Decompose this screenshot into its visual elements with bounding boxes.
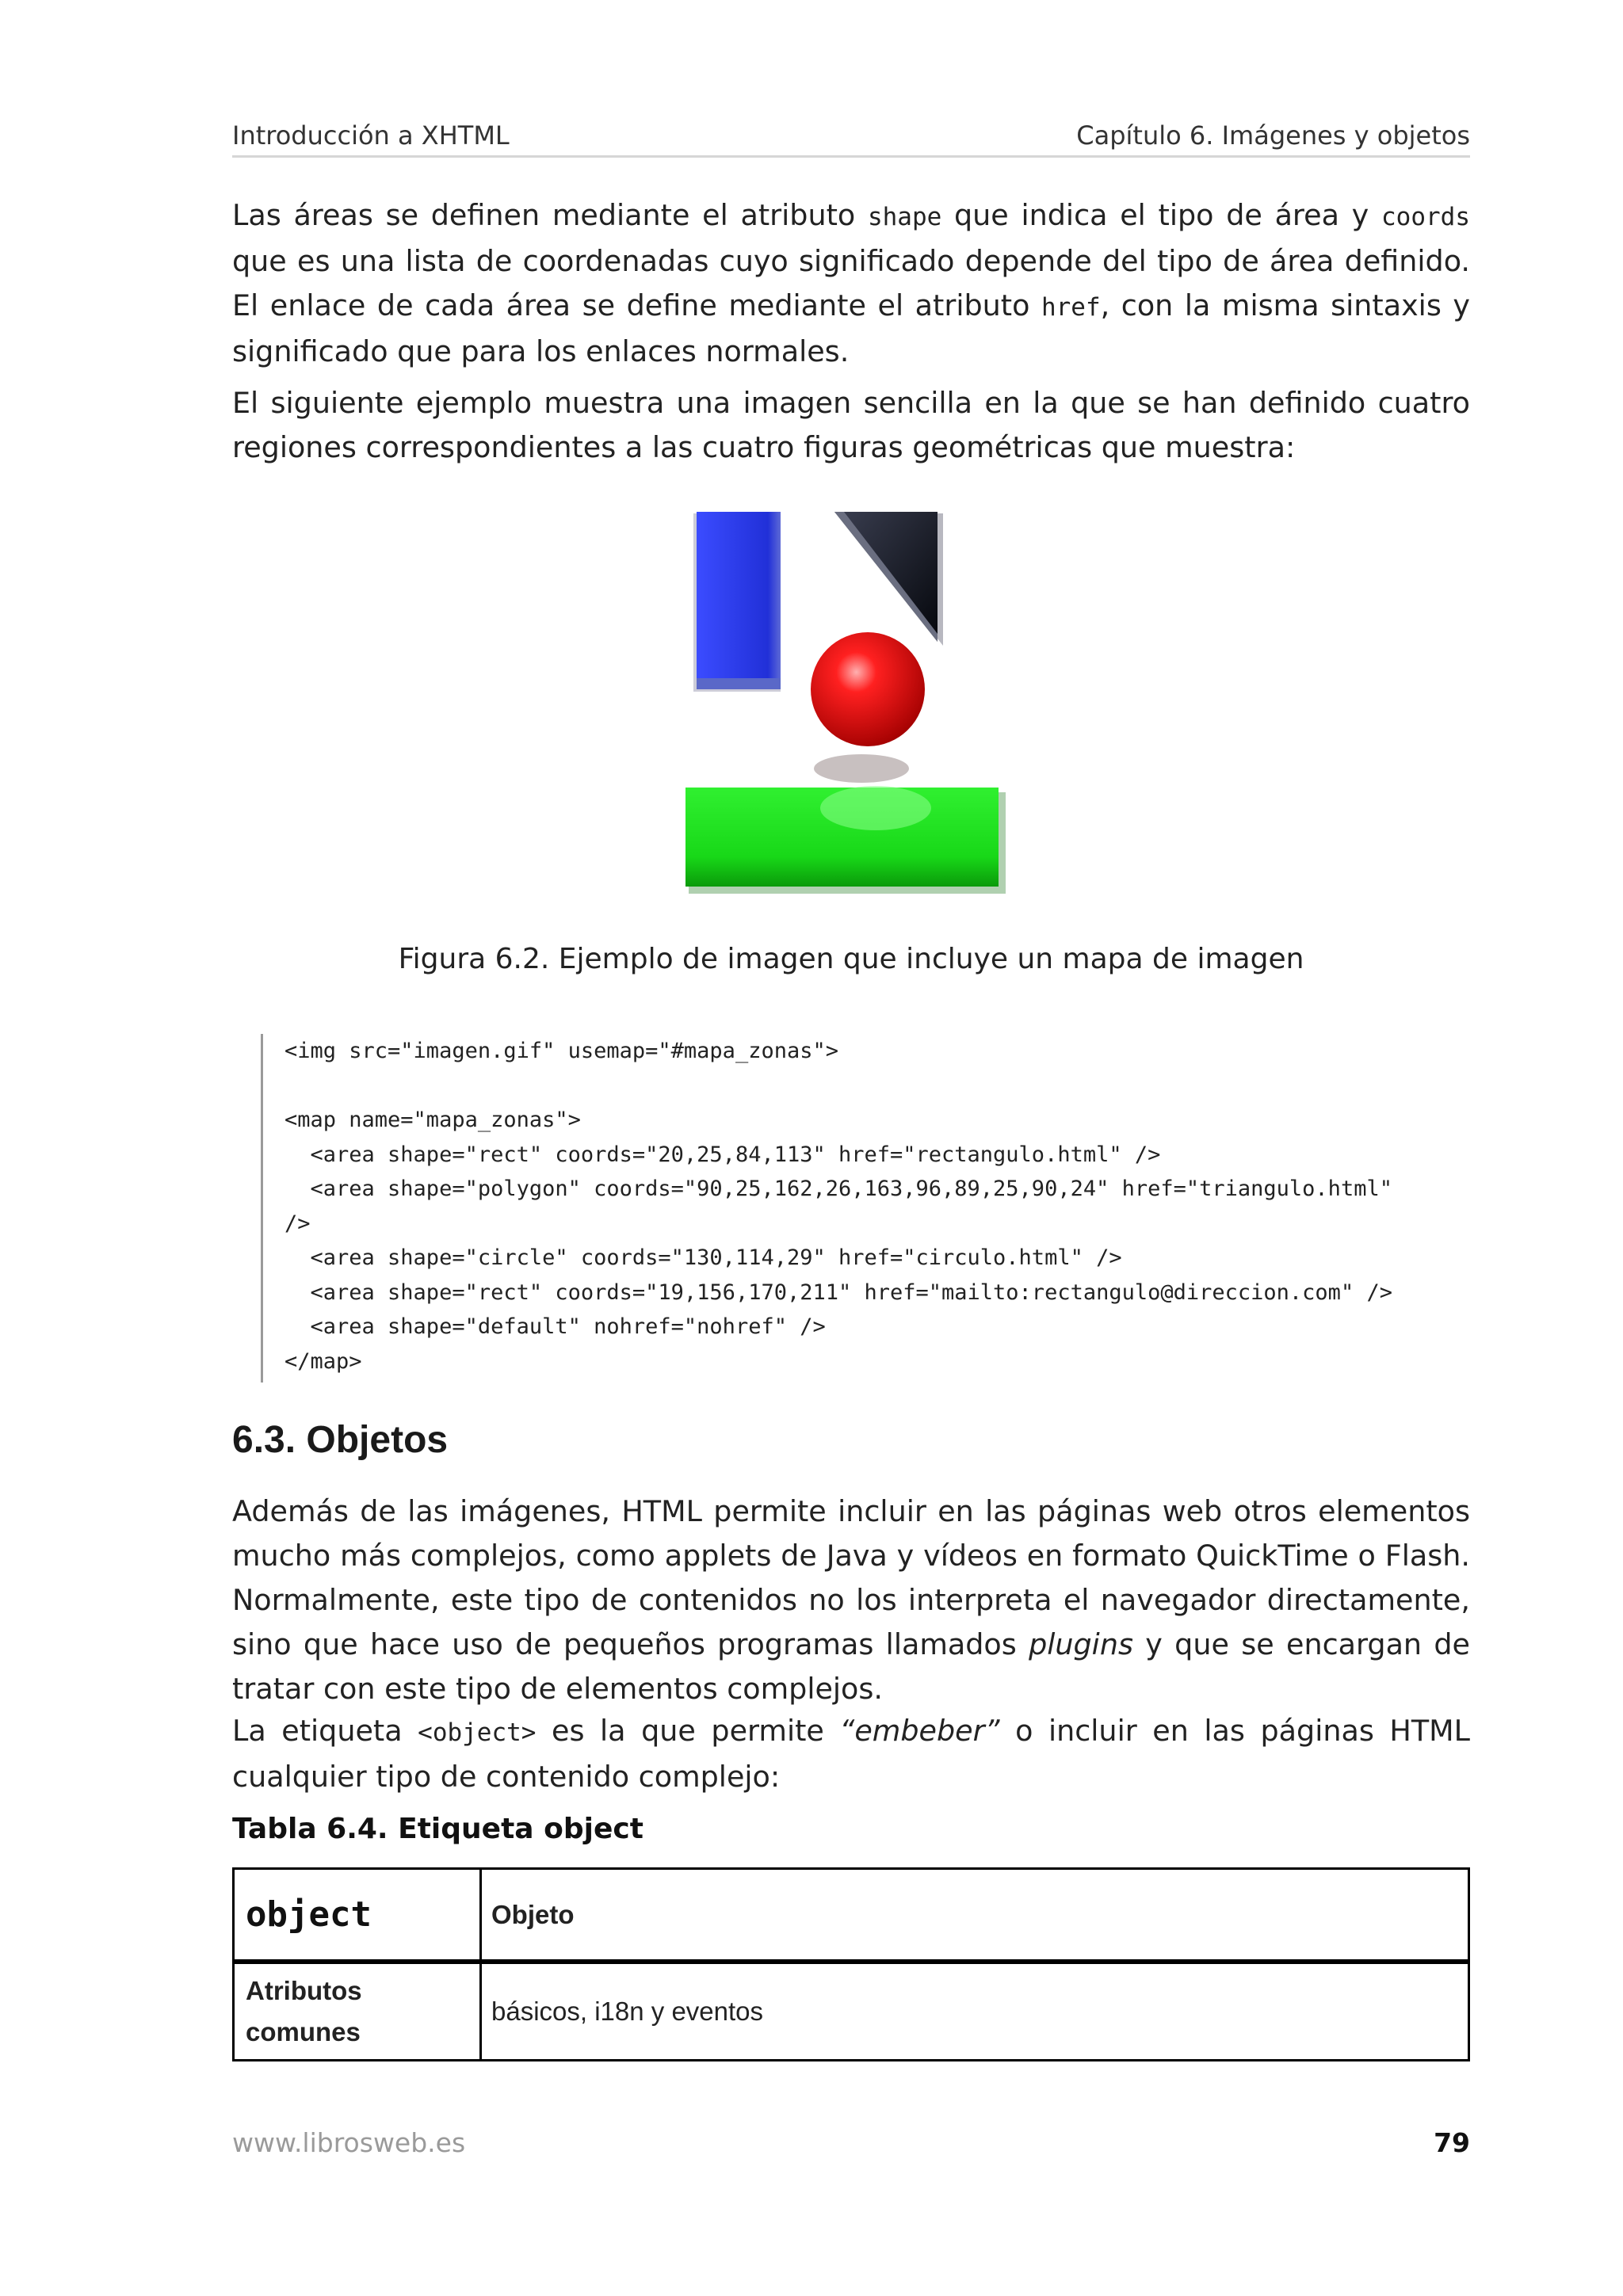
inline-code-coords: coords (1381, 203, 1470, 231)
header-book-title: Introducción a XHTML (232, 120, 510, 151)
figure-image-map (685, 483, 1018, 911)
table-row (234, 1962, 1469, 2061)
footer-site-link[interactable]: www.librosweb.es (232, 2127, 466, 2158)
blue-rectangle-shape (697, 512, 781, 686)
code-block (261, 1034, 1465, 1383)
header-chapter-title: Capítulo 6. Imágenes y objetos (1076, 120, 1470, 151)
table-cell-tag (234, 1869, 481, 1962)
text: o incluir en las páginas HTML cualquier tipo de contenido complejo: (232, 1714, 1470, 1794)
geometric-shapes-image (685, 483, 1018, 911)
red-circle-shape (811, 632, 925, 746)
page-number: 79 (1434, 2127, 1470, 2158)
paragraph-example-intro: El siguiente ejemplo muestra una imagen sencilla en la que se han definido cuatro regiones correspondientes a las cuatro figuras geométricas que muestra: (232, 386, 1470, 464)
table-title: Tabla 6.4. Etiqueta object (232, 1813, 643, 1845)
table-cell-desc (481, 1869, 1469, 1962)
paragraph-objects-intro (232, 1489, 1470, 1711)
code-line: <img src="imagen.gif" usemap="#mapa_zonas"> (285, 1039, 838, 1063)
emphasis-embeber: “embeber” (839, 1714, 1000, 1748)
code-line: <area shape="polygon" coords="90,25,162,26,163,96,89,25,90,24" href="triangulo.html" (285, 1177, 1392, 1201)
code-line: /> (285, 1211, 311, 1236)
code-line: <area shape="rect" coords="19,156,170,211" href="mailto:rectangulo@direccion.com" /> (285, 1280, 1392, 1305)
text: La etiqueta (232, 1714, 418, 1748)
blue-rect-edge (697, 678, 781, 689)
inline-code-href: href (1041, 293, 1101, 322)
object-tag-table (232, 1867, 1470, 2061)
inline-code-shape: shape (867, 203, 942, 231)
section-heading: 6.3. Objetos (232, 1419, 449, 1461)
code-line (285, 1069, 1465, 1104)
tag-name: object (246, 1894, 372, 1935)
inline-code-object: <object> (418, 1718, 537, 1747)
text: Las áreas se definen mediante el atributo (232, 198, 868, 232)
emphasis-plugins: plugins (1029, 1627, 1133, 1661)
table-cell-attr-label (234, 1962, 481, 2061)
code-line: <map name="mapa_zonas"> (285, 1108, 581, 1132)
figure-caption: Figura 6.2. Ejemplo de imagen que incluye un mapa de imagen (398, 943, 1304, 975)
paragraph-areas (232, 193, 1470, 374)
code-line: <area shape="default" nohref="nohref" /> (285, 1314, 826, 1339)
code-line: <area shape="rect" coords="20,25,84,113" href="rectangulo.html" /> (285, 1142, 1161, 1167)
paragraph-object-tag (232, 1709, 1470, 1799)
text: y que se encargan de tratar con este tipo de elementos complejos. (232, 1627, 1470, 1706)
table-row (234, 1869, 1469, 1962)
text: que es una lista de coordenadas cuyo significado depende del tipo de área definido. El enlace de cada área se define mediante el atributo (232, 244, 1470, 322)
text: Además de las imágenes, HTML permite incluir en las páginas web otros elementos mucho más complejos, como applets de Java y vídeos en formato QuickTime o Flash. Normalmente, este tipo de contenidos no los interpreta el navegador directamente, sino que hace uso de pequeños programas llamados (232, 1494, 1470, 1661)
text: , con la misma sintaxis y significado que para los enlaces normales. (232, 288, 1470, 368)
code-line: </map> (285, 1348, 362, 1374)
attr-label: Atributos comunes (246, 1976, 362, 2046)
green-highlight (820, 786, 931, 830)
running-header (232, 119, 1470, 158)
table-cell-attr-value: básicos, i18n y eventos (481, 1962, 1469, 2061)
text: que indica el tipo de área y (941, 198, 1382, 232)
text: es la que permite (536, 1714, 840, 1748)
ball-shadow (814, 754, 909, 783)
tag-description: Objeto (491, 1899, 575, 1929)
code-line: <area shape="circle" coords="130,114,29" href="circulo.html" /> (285, 1245, 1122, 1270)
